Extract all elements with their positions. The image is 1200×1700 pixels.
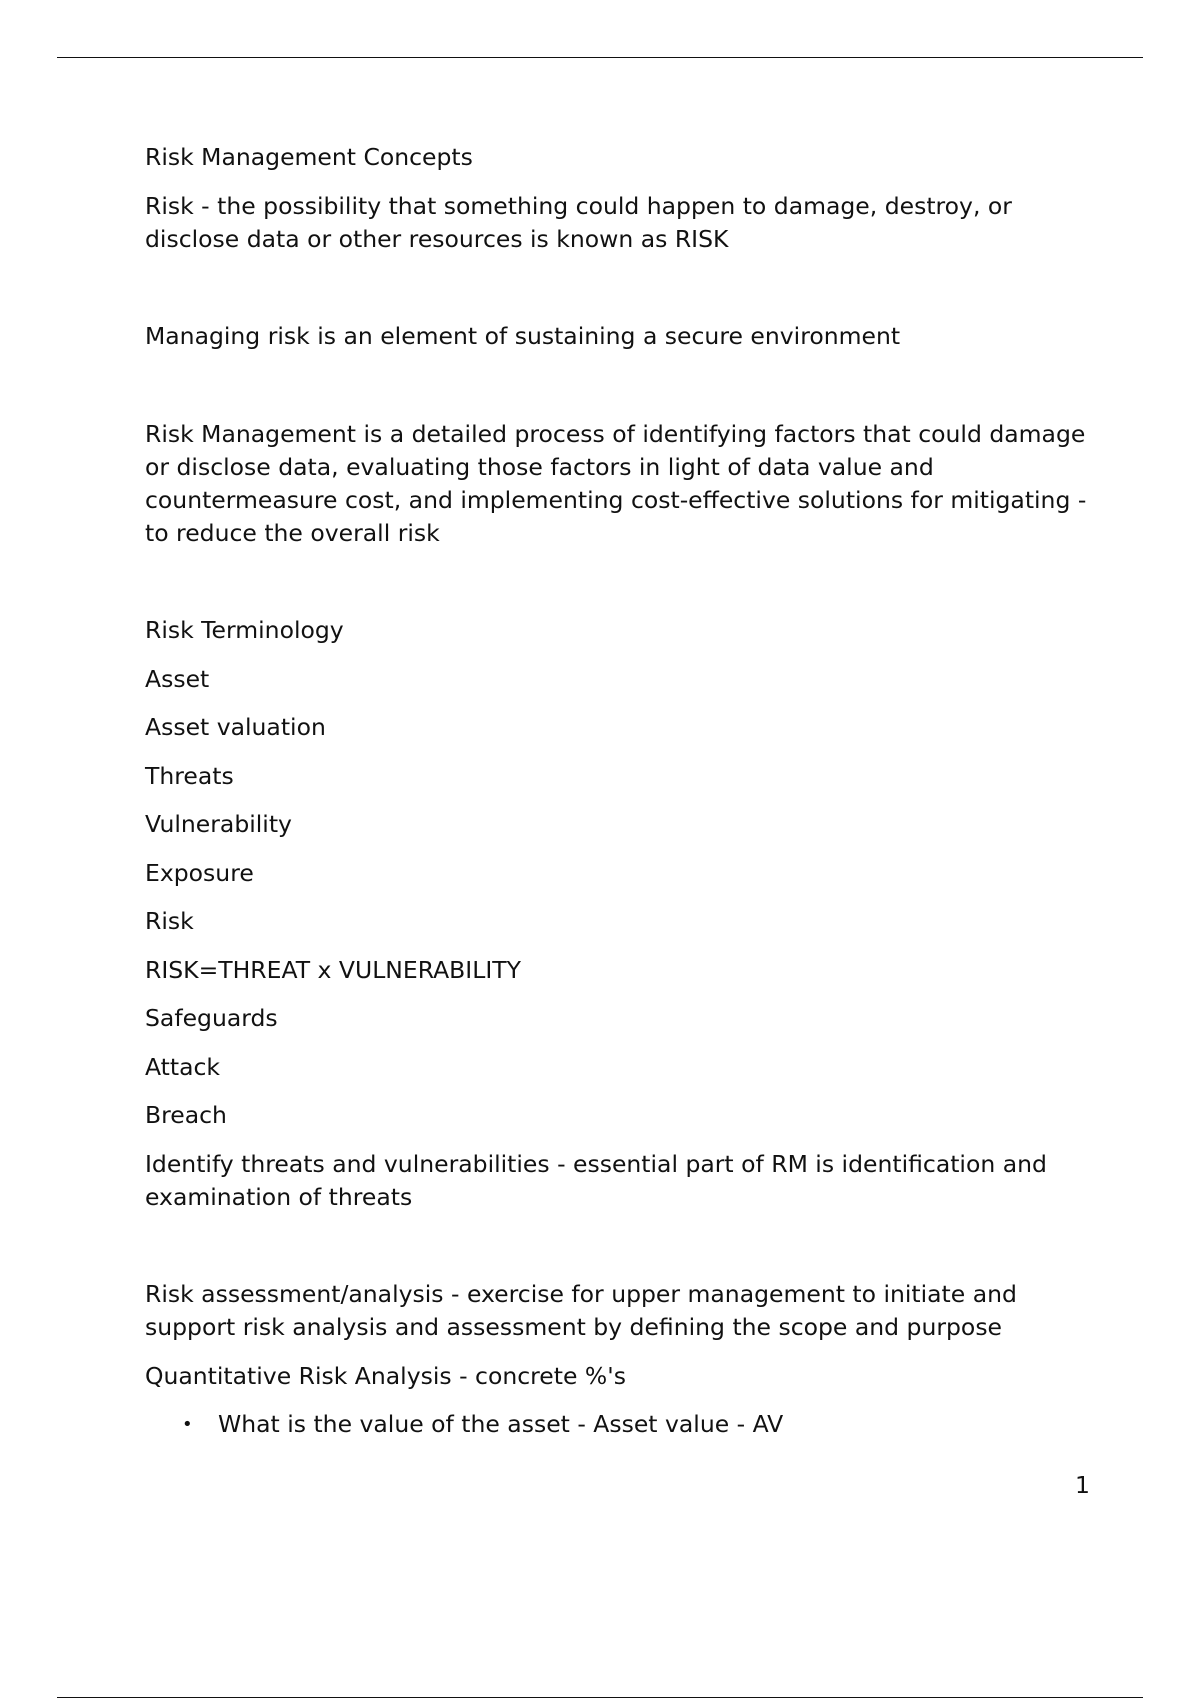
managing-risk-statement: Managing risk is an element of sustaining a secure environment [145,322,901,350]
identify-threats-paragraph: Identify threats and vulnerabilities - essential part of RM is identification and examination of threats [145,1149,1047,1211]
term-safeguards: Safeguards [145,1004,278,1032]
term-exposure: Exposure [145,858,254,887]
term-vulnerability: Vulnerability [145,810,292,838]
section-heading-terminology: Risk Terminology [145,616,344,644]
risk-definition: Risk - the possibility that something could happen to damage, destroy, or disclose data or other resources is known as RISK [145,191,1012,253]
footer-rule [57,1697,1143,1698]
bullet-list [145,1408,1090,1441]
term-asset: Asset [145,664,210,693]
paragraph-spacer [145,271,1090,320]
risk-management-definition: Risk Management is a detailed process of identifying factors that could damage or disclose data, evaluating those factors in light of data value and countermeasure cost, and implementing cost-effective solutions for mitigating - to reduce the overall risk [145,419,1087,547]
term-risk: Risk [145,907,194,935]
document-title: Risk Management Concepts [145,143,473,171]
risk-assessment-paragraph: Risk assessment/analysis - exercise for upper management to initiate and support risk analysis and assessment by defining the scope and purpose [145,1280,1017,1341]
list-item-text: What is the value of the asset - Asset value - AV [218,1410,784,1438]
risk-formula: RISK=THREAT x VULNERABILITY [145,955,521,984]
paragraph-spacer [145,565,1090,614]
header-rule [57,57,1143,58]
term-attack: Attack [145,1052,221,1081]
term-asset-valuation: Asset valuation [145,713,326,741]
paragraph-spacer [145,1229,1090,1278]
paragraph-spacer [145,369,1090,418]
bullet-icon: • [182,1414,193,1435]
document-body [145,141,1090,1441]
term-breach: Breach [145,1101,227,1129]
term-threats: Threats [145,761,234,790]
page-number: 1 [1075,1471,1090,1499]
list-item [145,1408,1090,1441]
quantitative-analysis-heading: Quantitative Risk Analysis - concrete %'s [145,1361,626,1390]
